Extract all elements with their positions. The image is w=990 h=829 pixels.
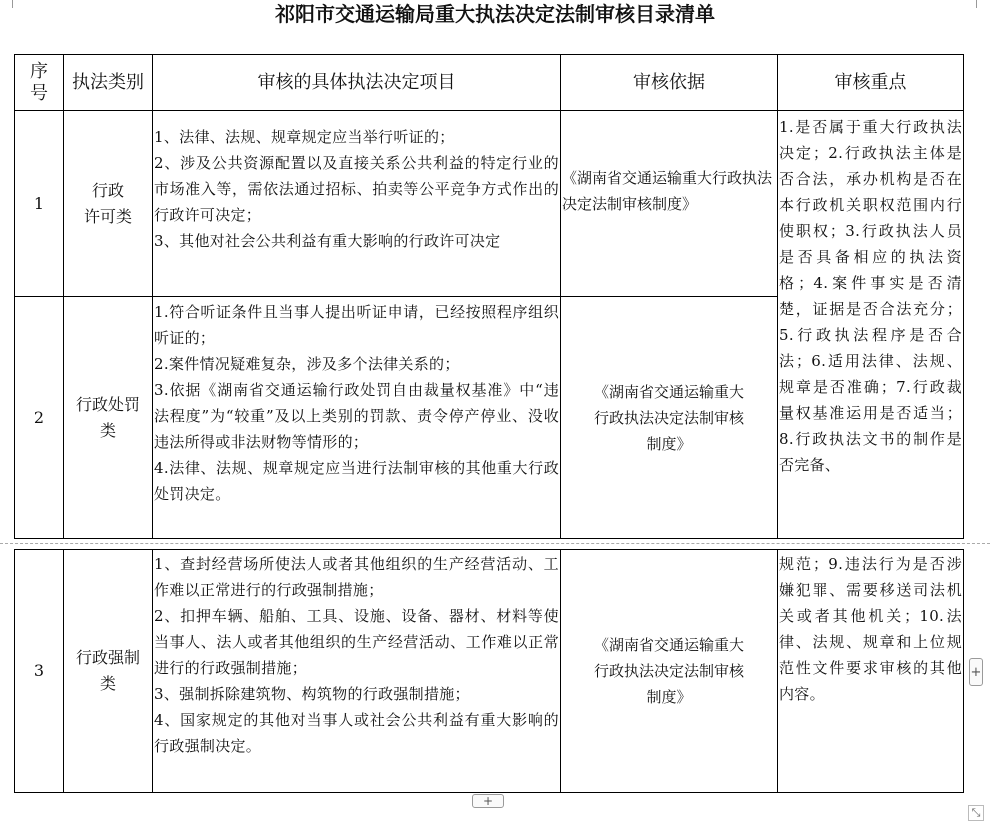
row-1-items: 1、法律、法规、规章规定应当举行听证的； 2、涉及公共资源配置以及直接关系公共利益的特定行业的市场准入等，需依法通过招标、拍卖等公平竞争方式作出的行政许可决定； 3、其他对社会公共利益有重大影响的行政许可决定 (154, 128, 559, 250)
header-audit-basis: 审核依据 (633, 71, 705, 93)
row-2-type: 行政处罚 类 (75, 394, 140, 440)
page-break-gap (0, 539, 990, 549)
row-1-basis: 《湖南省交通运输重大行政执法决定法制审核制度》 (562, 169, 773, 213)
row-3-number: 3 (33, 661, 45, 680)
row-1-type: 行政 许可类 (83, 180, 132, 226)
header-number: 序 号 (30, 60, 48, 104)
audit-focus-text-continued: 规范；9.违法行为是否涉嫌犯罪、需要移送司法机关或者其他机关；10.法律、法规、规章和上位规范性文件要求审核的其他内容。 (779, 555, 962, 703)
page-break-line (0, 543, 990, 544)
row-2-number: 2 (33, 407, 45, 427)
row-3-basis: 《湖南省交通运输重大 行政执法决定法制审核 制度》 (593, 636, 744, 706)
row-3-items: 1、查封经营场所使法人或者其他组织的生产经营活动、工作难以正常进行的行政强制措施； 2、扣押车辆、船舶、工具、设施、设备、器材、材料等使当事人、法人或者其他组织的生产经营活动、工作难以正常进行的行政强制措施； 3、强制拆除建筑物、构筑物的行政强制措施； 4、国家规定的其他对当事人或社会公共利益有重大影响的行政强制决定。 (154, 555, 559, 755)
document-title: 祁阳市交通运输局重大执法决定法制审核目录清单 (275, 2, 715, 26)
row-3-type: 行政强制 类 (75, 648, 140, 693)
header-decision-items: 审核的具体执法决定项目 (257, 71, 456, 93)
row-2-items: 1.符合听证条件且当事人提出听证申请，已经按照程序组织听证的； 2.案件情况疑难复杂，涉及多个法律关系的； 3.依据《湖南省交通运输行政处罚自由裁量权基准》中“违法程度”为“较重”及以上类别的罚款、责令停产停业、没收违法所得或非法财物等情形的； 4.法律、法规、规章规定应当进行法制审核的其他重大行政处罚决定。 (154, 303, 559, 503)
add-column-button[interactable]: + (969, 658, 983, 686)
table-resize-handle[interactable]: ⤡ (968, 805, 984, 821)
page-corner-mark-right (976, 0, 977, 8)
add-row-button[interactable]: + (472, 794, 504, 808)
audit-focus-text: 1.是否属于重大行政执法决定；2.行政执法主体是否合法，承办机构是否在本行政机关职权范围内行使职权；3.行政执法人员是否具备相应的执法资格；4.案件事实是否清楚，证据是否合法充分；5.行政执法程序是否合法；6.适用法律、法规、规章是否准确；7.行政裁量权基准运用是否适当；8.行政执法文书的制作是否完备、 (779, 118, 962, 474)
header-enforcement-type: 执法类别 (72, 71, 144, 93)
header-audit-focus: 审核重点 (834, 71, 907, 93)
page-corner-mark-left (12, 0, 13, 8)
row-2-basis: 《湖南省交通运输重大 行政执法决定法制审核 制度》 (593, 382, 744, 453)
row-1-number: 1 (33, 193, 45, 213)
